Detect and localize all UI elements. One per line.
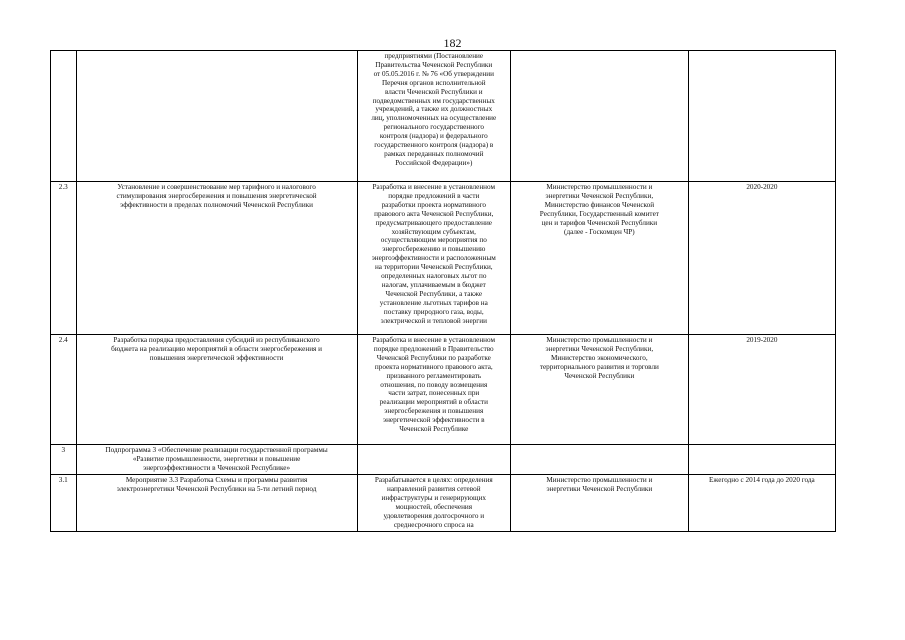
activity-name-cell (76, 51, 357, 182)
executor-cell: Министерство промышленности и энергетики Чеченской Республики, Министерство экономического, территориального развития и торговли Чеченской Республики (510, 335, 688, 445)
executor-cell (510, 445, 688, 475)
row-number-cell (51, 51, 77, 182)
row-number-cell: 3.1 (51, 475, 77, 532)
period-cell: 2020-2020 (688, 182, 835, 335)
activity-content-cell: Разработка и внесение в установленном порядке предложений в части разработки проекта нормативного правового акта Чеченской Республики, предусматривающего предоставление хозяйствующим субъектам, осуществляющим мероприятия по энергосбережению и повышению энергоэффективности и расположенным на территории Чеченской Республики, определенных налоговых льгот по налогам, уплачиваемым в бюджет Чеченской Республики, а также установление льготных тарифов на поставку природного газа, воды, электрической и тепловой энергии (357, 182, 510, 335)
activity-content-cell: Разрабатывается в целях: определения направлений развития сетевой инфраструктуры и генерирующих мощностей, обеспечения удовлетворения долгосрочного и среднесрочного спроса на (357, 475, 510, 532)
activity-content-cell: предприятиями (Постановление Правительства Чеченской Республики от 05.05.2016 г. № 76 «Об утверждении Перечня органов исполнительной власти Чеченской Республики и подведомственных им государственных учреждений, а также их должностных лиц, уполномоченных на осуществление регионального государственного контроля (надзора) и федерального государственного контроля (надзора) в рамках переданных полномочий Российской Федерации») (357, 51, 510, 182)
table-row (51, 335, 836, 445)
row-number-cell: 2.3 (51, 182, 77, 335)
activity-content-cell (357, 445, 510, 475)
activity-name-cell: Подпрограмма 3 «Обеспечение реализации государственной программы «Развитие промышленности, энергетики и повышение энергоэффективности в Чеченской Республике» (76, 445, 357, 475)
page-number: 182 (443, 36, 462, 50)
table-row (51, 445, 836, 475)
activity-content-cell: Разработка и внесение в установленном порядке предложений в Правительство Чеченской Республики по разработке проекта нормативного правового акта, призванного регламентировать отношения, по поводу возмещения части затрат, понесенных при реализации мероприятий в области энергосбережения и повышения энергетической эффективности в Чеченской Республике (357, 335, 510, 445)
period-cell (688, 445, 835, 475)
period-cell: Ежегодно с 2014 года до 2020 года (688, 475, 835, 532)
executor-cell: Министерство промышленности и энергетики Чеченской Республики, Министерство финансов Чеченской Республики, Государственный комитет цен и тарифов Чеченской Республики (далее - Госкомцен ЧР) (510, 182, 688, 335)
activity-name-cell: Мероприятие 3.3 Разработка Схемы и программы развития электроэнергетики Чеченской Республики на 5-ти летний период (76, 475, 357, 532)
executor-cell: Министерство промышленности и энергетики Чеченской Республики (510, 475, 688, 532)
activity-name-cell: Установление и совершенствование мер тарифного и налогового стимулирования энергосбережения и повышения энергетической эффективности в пределах полномочий Чеченской Республики (76, 182, 357, 335)
program-activities-table (50, 50, 836, 532)
table-row (51, 182, 836, 335)
row-number-cell: 2.4 (51, 335, 77, 445)
period-cell: 2019-2020 (688, 335, 835, 445)
activity-name-cell: Разработка порядка предоставления субсидий из республиканского бюджета на реализацию мероприятий в области энергосбережения и повышения энергетической эффективности (76, 335, 357, 445)
executor-cell (510, 51, 688, 182)
period-cell (688, 51, 835, 182)
row-number-cell: 3 (51, 445, 77, 475)
table-row (51, 475, 836, 532)
table-row (51, 51, 836, 182)
